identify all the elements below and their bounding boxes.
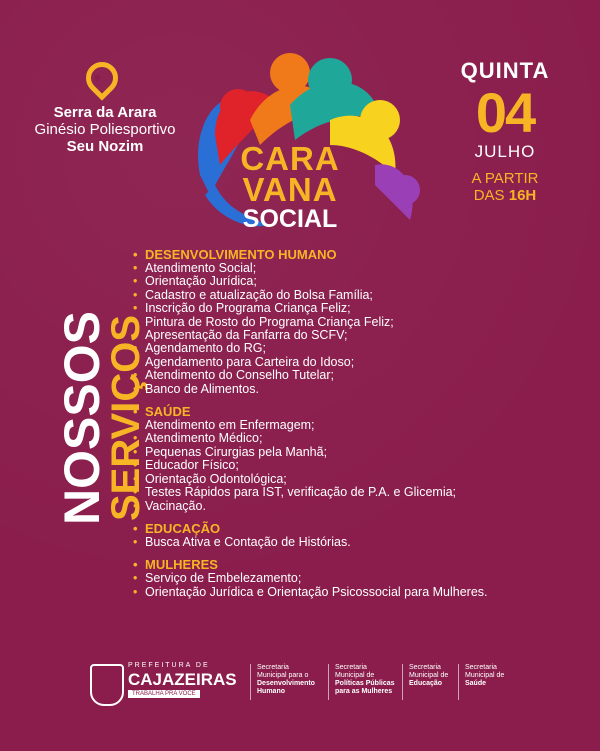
list-item: • Atendimento em Enfermagem; <box>133 419 593 432</box>
section-title: • MULHERES <box>133 557 593 572</box>
list-item: • Orientação Jurídica e Orientação Psicossocial para Mulheres. <box>133 586 593 599</box>
sec-line: Municipal de <box>409 672 449 679</box>
location-pin-icon <box>79 55 124 100</box>
weekday: QUINTA <box>460 58 550 83</box>
from-text: A PARTIR <box>471 170 539 187</box>
list-item: • Cadastro e atualização do Bolsa Família; <box>133 289 593 302</box>
list-item: • Atendimento Médico; <box>133 432 593 445</box>
section-saude <box>133 404 593 513</box>
list-item: • Agendamento para Carteira do Idoso; <box>133 356 593 369</box>
date-block <box>445 58 565 204</box>
crest-icon <box>90 664 124 706</box>
sec-line: Municipal para o <box>257 672 309 679</box>
sec-line: Políticas Públicas <box>335 680 395 687</box>
location-line3: Seu Nozim <box>66 138 144 155</box>
section-title: • DESENVOLVIMENTO HUMANO <box>133 247 593 262</box>
list-item: • Atendimento do Conselho Tutelar; <box>133 369 593 382</box>
prefeitura-logo <box>90 660 240 706</box>
sec-line: Humano <box>257 688 285 695</box>
start-time <box>445 170 565 204</box>
list-item: • Busca Ativa e Contação de Histórias. <box>133 536 593 549</box>
list-item: • Orientação Jurídica; <box>133 275 593 288</box>
list-item: • Educador Físico; <box>133 459 593 472</box>
location-line2: Ginésio Poliesportivo <box>34 121 176 138</box>
logo-line3: SOCIAL <box>242 205 338 233</box>
location-line1: Serra da Arara <box>53 104 157 121</box>
services-list <box>133 247 593 607</box>
pref-big: CAJAZEIRAS <box>128 670 237 689</box>
section-mulheres <box>133 557 593 599</box>
section-title: • SAÚDE <box>133 404 593 419</box>
logo-line2: VANA <box>242 171 338 208</box>
list-item: • Pintura de Rosto do Programa Criança Feliz; <box>133 316 593 329</box>
list-item: • Pequenas Cirurgias pela Manhã; <box>133 446 593 459</box>
logo-text <box>235 140 345 233</box>
list-item: • Inscrição do Programa Criança Feliz; <box>133 302 593 315</box>
secretaria-desenvolvimento <box>250 664 315 700</box>
list-item: • Apresentação da Fanfarra do SCFV; <box>133 329 593 342</box>
pref-tag: TRABALHA PRA VOCE <box>128 690 200 698</box>
secretaria-saude <box>458 664 504 700</box>
list-item: • Banco de Alimentos. <box>133 383 593 396</box>
from-time-prefix: DAS <box>473 187 505 204</box>
sec-line: Saúde <box>465 680 487 687</box>
list-item: • Vacinação. <box>133 500 593 513</box>
vertical-title-word1: NOSSOS <box>54 311 110 525</box>
sec-line: Secretaria <box>465 664 497 671</box>
sec-line: Secretaria <box>335 664 367 671</box>
list-item: • Atendimento Social; <box>133 262 593 275</box>
logo-line1: CARA <box>240 140 340 177</box>
list-item: • Orientação Odontológica; <box>133 473 593 486</box>
sec-line: Municipal de <box>465 672 505 679</box>
sec-line: para as Mulheres <box>335 688 393 695</box>
day-number: 04 <box>475 81 535 144</box>
section-desenvolvimento <box>133 247 593 396</box>
from-time: 16H <box>508 187 537 204</box>
list-item: • Serviço de Embelezamento; <box>133 572 593 585</box>
list-item: • Testes Rápidos para IST, verificação de P.A. e Glicemia; <box>133 486 593 499</box>
sec-line: Desenvolvimento <box>257 680 315 687</box>
month: JULHO <box>474 142 536 161</box>
sec-line: Educação <box>409 680 443 687</box>
secretaria-mulheres <box>328 664 395 700</box>
list-item: • Agendamento do RG; <box>133 342 593 355</box>
secretaria-educacao <box>402 664 448 700</box>
section-educacao <box>133 521 593 549</box>
sec-line: Secretaria <box>409 664 441 671</box>
section-title: • EDUCAÇÃO <box>133 521 593 536</box>
sec-line: Secretaria <box>257 664 289 671</box>
footer-logos <box>90 660 550 706</box>
vertical-title-word2: SERVIÇOS <box>104 315 148 521</box>
location-block <box>10 104 200 155</box>
pref-small: PREFEITURA DE <box>128 662 210 669</box>
sec-line: Municipal de <box>335 672 375 679</box>
